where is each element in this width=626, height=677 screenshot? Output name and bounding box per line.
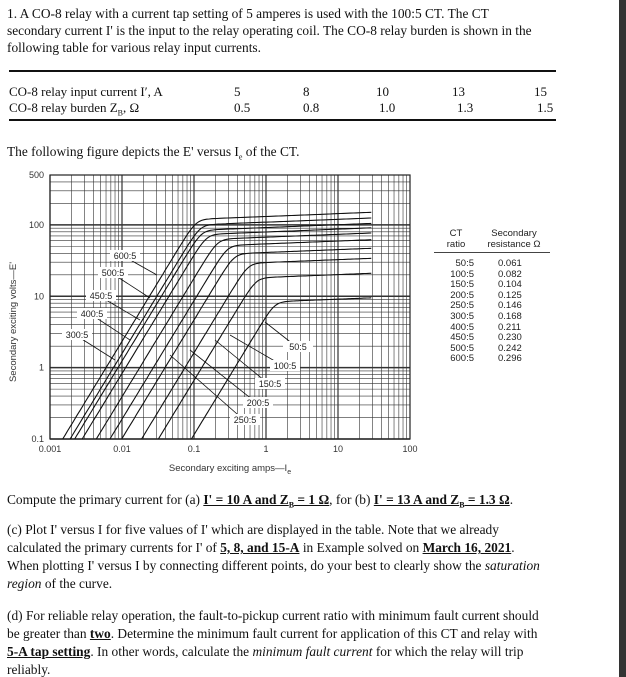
ct-ratio-cell: 400:5 — [450, 321, 474, 333]
ct-resistance-cell: 0.082 — [498, 268, 522, 280]
caption-sub: e — [238, 152, 243, 162]
curve-label: 400:5 — [80, 309, 104, 319]
ct-resistance-cell: 0.211 — [498, 321, 522, 333]
ct-ratio-cell: 200:5 — [450, 289, 474, 301]
y-tick-label: 0.1 — [31, 434, 44, 444]
qab-mid: , for (b) — [329, 492, 374, 507]
current-cell: 5 — [234, 84, 241, 99]
curve-label: 50:5 — [289, 342, 307, 352]
ct-ratio-cell: 500:5 — [450, 342, 474, 354]
qd-l3-mid: . In other words, calculate the — [90, 644, 253, 659]
ct-resistance-cell: 0.168 — [498, 311, 522, 322]
ct-resistance-cell: 0.125 — [498, 289, 522, 301]
caption-text: The following figure depicts the E' versus I — [7, 144, 239, 159]
qd-l3-underline: 5-A tap setting — [7, 644, 91, 659]
y-axis-label: Secondary exciting volts—E' — [8, 261, 19, 383]
page-edge-bar — [619, 0, 626, 677]
ct-resistance-cell: 0.230 — [498, 332, 522, 344]
qab-pre: Compute the primary current for (a) — [7, 492, 204, 507]
qab-a-sub: B — [288, 500, 295, 510]
ct-ratio-cell: 600:5 — [450, 353, 474, 365]
x-tick-label: 1 — [263, 444, 269, 454]
qab-a: I' = 10 A and Z — [203, 492, 289, 507]
ct-ratio-cell: 450:5 — [450, 332, 474, 344]
curve-label: 250:5 — [233, 415, 257, 425]
question-ab — [7, 492, 513, 514]
intro-line-3: following table for various relay input currents. — [7, 40, 261, 55]
ct-ratio-cell: 300:5 — [450, 311, 474, 322]
ct-header-res-1: Secondary — [491, 228, 537, 239]
qab-b: I' = 13 A and Z — [373, 492, 460, 507]
qd-l2-pre: be greater than — [7, 626, 90, 641]
burden-label-text: CO-8 relay burden Z — [9, 100, 118, 115]
burden-cell: 0.5 — [234, 100, 251, 115]
qc-l2-pre: calculated the primary currents for I' of — [7, 540, 221, 555]
burden-cell: 1.0 — [379, 100, 396, 115]
ct-ratio-cell: 100:5 — [450, 268, 474, 280]
ct-header-ratio — [441, 228, 471, 250]
table-top-rule — [9, 70, 556, 72]
curve-label: 100:5 — [273, 361, 297, 371]
qab-b-tail: = 1.3 Ω — [464, 492, 510, 507]
question-c-line-2 — [7, 540, 515, 556]
burden-label-tail: , Ω — [123, 100, 140, 115]
curve-label: 500:5 — [101, 268, 125, 278]
question-d-line-3 — [7, 644, 523, 660]
caption-tail: of the CT. — [242, 144, 300, 159]
qc-l3-pre: When plotting I' versus I by connecting different points, do your best to clearly show the — [7, 558, 485, 573]
burden-cell: 1.3 — [457, 100, 474, 115]
qc-l2-end: . — [511, 540, 515, 555]
table-bottom-rule — [9, 119, 556, 121]
current-cell: 15 — [534, 84, 547, 99]
curve-label: 600:5 — [113, 251, 137, 261]
x-tick-label: 100 — [402, 444, 418, 454]
ct-ratio-cell: 50:5 — [455, 258, 474, 269]
row-label-burden — [9, 100, 139, 118]
current-cell: 13 — [452, 84, 465, 99]
curve-250-5 — [110, 240, 371, 439]
question-c-line-4 — [7, 576, 112, 592]
y-tick-label: 1 — [38, 362, 44, 373]
x-tick-label: 0.001 — [38, 444, 62, 454]
intro-line-1: 1. A CO-8 relay with a current tap setting of 5 amperes is used with the 100:5 CT. The CT — [7, 6, 489, 21]
curve-label: 300:5 — [65, 330, 89, 340]
curve-label: 200:5 — [246, 398, 270, 408]
burden-cell: 1.5 — [537, 100, 554, 115]
qd-l3-end: for which the relay will trip — [372, 644, 524, 659]
x-axis-label-sub: e — [287, 469, 292, 476]
ct-header-res-2: resistance Ω — [487, 239, 541, 250]
row-label-current: CO-8 relay input current I′, A — [9, 84, 163, 99]
qab-end: . — [509, 492, 514, 507]
question-c-line-1: (c) Plot I' versus I for five values of I' which are displayed in the table. Note that we already — [7, 522, 499, 537]
qd-l3-italic: minimum fault current — [252, 644, 373, 659]
ct-header-resistance — [482, 228, 546, 250]
ct-header-rule — [434, 252, 550, 253]
question-c-line-3 — [7, 558, 540, 574]
qc-l4-end: of the curve. — [41, 576, 113, 591]
y-tick-label: 500 — [28, 170, 44, 180]
ct-resistance-cell: 0.061 — [498, 258, 522, 269]
x-axis-label — [169, 463, 291, 476]
intro-line-2: secondary current I' is the input to the relay operating coil. The CO-8 relay burden is shown in the — [7, 23, 532, 38]
curve-label: 450:5 — [89, 291, 113, 301]
label-leader — [170, 355, 245, 421]
burden-label-sub: B — [117, 108, 124, 118]
y-tick-label: 10 — [33, 291, 44, 302]
burden-cell: 0.8 — [303, 100, 320, 115]
qab-b-sub: B — [459, 500, 465, 510]
qd-l2-underline: two — [89, 626, 111, 641]
plot-frame — [50, 175, 410, 439]
ct-ratio-cell: 150:5 — [450, 279, 474, 291]
ct-resistance-cell: 0.296 — [498, 353, 522, 365]
x-tick-label: 0.1 — [187, 444, 201, 454]
ct-header-ratio-2: ratio — [446, 239, 466, 250]
curve-100-5 — [158, 273, 371, 439]
question-d-line-4: reliably. — [7, 662, 51, 677]
x-tick-label: 10 — [332, 444, 344, 454]
ct-ratio-cell: 250:5 — [450, 300, 474, 312]
ct-resistance-cell: 0.104 — [498, 279, 522, 291]
question-d-line-1: (d) For reliable relay operation, the fault-to-pickup current ratio with minimum fault current should — [7, 608, 539, 623]
ct-resistance-cell: 0.146 — [498, 300, 522, 312]
current-cell: 8 — [303, 84, 310, 99]
qc-l2-date: March 16, 2021 — [422, 540, 512, 555]
y-tick-label: 100 — [28, 219, 44, 230]
x-axis-label-text: Secondary exciting amps—I — [168, 463, 288, 474]
current-cell: 10 — [376, 84, 389, 99]
curve-label: 150:5 — [258, 379, 282, 389]
question-d-line-2 — [7, 626, 537, 642]
qc-l2-mid: in Example solved on — [299, 540, 423, 555]
qc-l3-italic: saturation — [484, 558, 540, 573]
qd-l2-end: . Determine the minimum fault current for application of this CT and relay with — [110, 626, 538, 641]
x-tick-label: 0.01 — [113, 444, 131, 454]
ct-resistance-cell: 0.242 — [498, 342, 522, 354]
qc-l2-underline: 5, 8, and 15-A — [220, 540, 300, 555]
ct-header-ratio-1: CT — [449, 228, 463, 239]
excitation-chart — [0, 160, 430, 480]
qab-a-tail: = 1 Ω — [294, 492, 330, 507]
qc-l4-italic: region — [7, 576, 42, 591]
